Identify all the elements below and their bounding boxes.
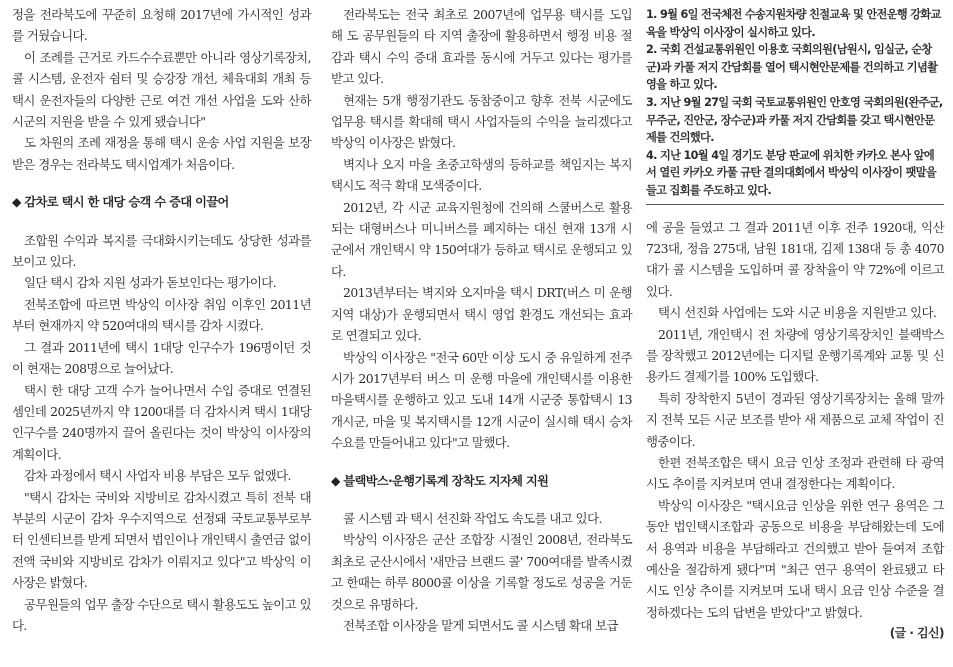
photo-caption: 2. 국회 건설교통위원인 이용호 국회의원(남원시, 임실군, 순창군)과 카풀 저지 간담회를 열어 택시현안문제를 건의하고 기념촬영을 하고 있다. (646, 43, 938, 92)
paragraph: 벽지나 오지 마을 초중고학생의 등하교를 책임지는 복지택시도 적극 확대 모색중이다. (331, 156, 632, 194)
photo-caption: 3. 지난 9월 27일 국회 국토교통위원인 안호영 국회의원(완주군, 무주군, 진안군, 장수군)과 카풀 저지 간담회를 갖고 택시현안문제를 건의했다. (646, 95, 943, 145)
paragraph: 특히 장착한지 5년이 경과된 영상기록장치는 올해 말까지 전북 모든 시군 보조를 받아 새 제품으로 교체 작업이 진행중이다. (646, 390, 944, 449)
photo-caption: 1. 9월 6일 전국체전 수송지원차량 친절교육 및 안전운행 강화교육을 박상익 이사장이 실시하고 있다. (646, 8, 941, 39)
article-column-1 (12, 4, 311, 636)
author-byline: (글 · 김신) (889, 626, 944, 641)
paragraph: 공무원들의 업무 출장 수단으로 택시 활용도도 높이고 있다. (12, 596, 311, 633)
paragraph: 2012년, 각 시군 교육지원청에 건의해 스쿨버스로 활용되는 대형버스나 미니버스를 폐지하는 대신 현재 13개 시군에서 개인택시 약 150여대가 등하교 택시로 운행되고 있다. (331, 199, 632, 279)
paragraph: 박상익 이사장은 군산 조합장 시절인 2008년, 전라북도 최초로 군산시에서 '새만금 브랜드 콜' 700여대를 발족시켰고 한때는 하루 8000콜 이상을 기록할 정도로 성공을 거둔 것으로 유명하다. (331, 532, 632, 612)
paragraph: 박상익 이사장은 "전국 60만 이상 도시 중 유일하게 전주시가 2017년부터 버스 미 운행 마을에 개인택시를 이용한 마을택시를 운행하고 있고 도내 14개 시군중 통합택시 13개시군, 마을 및 복지택시를 12개 시군이 실시해 택시 승차 수요를 만들어내고 있다"고 말했다. (331, 349, 632, 451)
paragraph: 택시 선진화 사업에는 도와 시군 비용을 지원받고 있다. (658, 305, 937, 321)
paragraph: 박상익 이사장은 "택시요금 인상을 위한 연구 용역은 그동안 법인택시조합과 공동으로 비용을 부담해왔는데 도에서 용역과 비용을 부담해라고 건의했고 받아 들여져 조합 예산을 절감하게 됐다"며 "최근 연구 용역이 완료됐고 타 시도 인상 추이를 지켜보며 도내 택시 요금 인상 수준을 결정하겠다는 도의 답변을 받았다"고 밝혔다. (646, 497, 944, 620)
section-heading: ◆ 블랙박스·운행기록계 장착도 지자체 지원 (331, 473, 549, 488)
paragraph: 2011년, 개인택시 전 차량에 영상기록장치인 블랙박스를 장착했고 2012년에는 디지털 운행기록계와 교통 및 신용카드 결제기를 100% 도입했다. (646, 326, 944, 385)
paragraph: 전북조합 이사장을 맡게 되면서도 콜 시스템 확대 보급 (343, 617, 618, 633)
section-heading: ◆ 감차로 택시 한 대당 승객 수 증대 이끌어 (12, 195, 229, 210)
paragraph: "택시 감차는 국비와 지방비로 감차시켰고 특히 전북 대부분의 시군이 감차 우수지역으로 선정돼 국토교통부로부터 인센티브를 받게 되면서 법인이나 개인택시 출연금 없이 전액 국비와 지방비로 감차가 이뤄지고 있다"고 박상익 이사장은 밝혔다. (12, 489, 311, 591)
photo-caption: 4. 지난 10월 4일 경기도 분당 판교에 위치한 카카오 본사 앞에서 열린 카카오 카풀 규탄 결의대회에서 박상익 이사장이 팻말을 들고 집회를 주도하고 있다. (646, 148, 937, 197)
paragraph: 전북조합에 따르면 박상익 이사장 취임 이후인 2011년부터 현재까지 약 520여대의 택시를 감차 시켰다. (12, 296, 311, 334)
paragraph: 에 공을 들였고 그 결과 2011년 이후 전주 1920대, 익산 723대, 정읍 275대, 남원 181대, 김제 138대 등 총 4070대가 콜 시스템을 도입하며 콜 장착율이 약 72%에 이르고 있다. (646, 219, 944, 299)
paragraph: 도 차원의 조례 재정을 통해 택시 운송 사업 지원을 보장받은 경우는 전라북도 택시업계가 처음이다. (12, 135, 311, 172)
paragraph: 택시 한 대당 고객 수가 늘어나면서 수입 증대로 연결된 셈인데 2025년까지 약 1200대를 더 감차시켜 택시 1대당 인구수를 240명까지 끌어 올린다는 것이 박상익 이사장의 계획이다. (12, 382, 311, 462)
paragraph: 정을 전라북도에 꾸준히 요청해 2017년에 가시적인 성과를 거뒀습니다. (12, 7, 311, 44)
paragraph: 일단 택시 감차 지원 성과가 돋보인다는 평가이다. (24, 275, 277, 291)
article-column-3 (646, 6, 944, 645)
paragraph: 콜 시스템 과 택시 선진화 작업도 속도를 내고 있다. (343, 510, 602, 526)
photo-captions (646, 6, 944, 205)
paragraph: 이 조례를 근거로 카드수수료뿐만 아니라 영상기록장치, 콜 시스템, 운전자 쉼터 및 승강장 개선, 체육대회 개최 등 택시 운전자들의 다양한 근로 여건 개선 사업을 도와 산하 시군의 지원을 받을 수 있게 됐습니다" (12, 49, 311, 130)
paragraph: 그 결과 2011년에 택시 1대당 인구수가 196명이던 것이 현재는 208명으로 늘어났다. (12, 339, 311, 377)
paragraph: 한편 전북조합은 택시 요금 인상 조정과 관련해 타 광역시도 추이를 지켜보며 연내 결정한다는 계획이다. (646, 455, 944, 492)
paragraph: 2013년부터는 벽지와 오지마을 택시 DRT(버스 미 운행지역 대상)가 운행되면서 택시 영업 환경도 개선되는 효과로 연결되고 있다. (331, 285, 632, 344)
paragraph: 전라북도는 전국 최초로 2007년에 업무용 택시를 도입해 도 공무원들의 타 지역 출장에 활용하면서 행정 비용 절감과 택시 수익 증대 효과를 동시에 거두고 있다는 평가를 받고 있다. (331, 7, 632, 87)
paragraph: 현재는 5개 행정기관도 동참중이고 향후 전북 시군에도 업무용 택시를 확대해 택시 사업자들의 수익을 늘리겠다고 박상익 이사장은 밝혔다. (331, 92, 632, 151)
article-column-2 (331, 4, 632, 636)
paragraph: 감차 과정에서 택시 사업자 비용 부담은 모두 없앴다. (24, 468, 291, 484)
paragraph: 조합원 수익과 복지를 극대화시키는데도 상당한 성과를 보이고 있다. (12, 232, 311, 270)
